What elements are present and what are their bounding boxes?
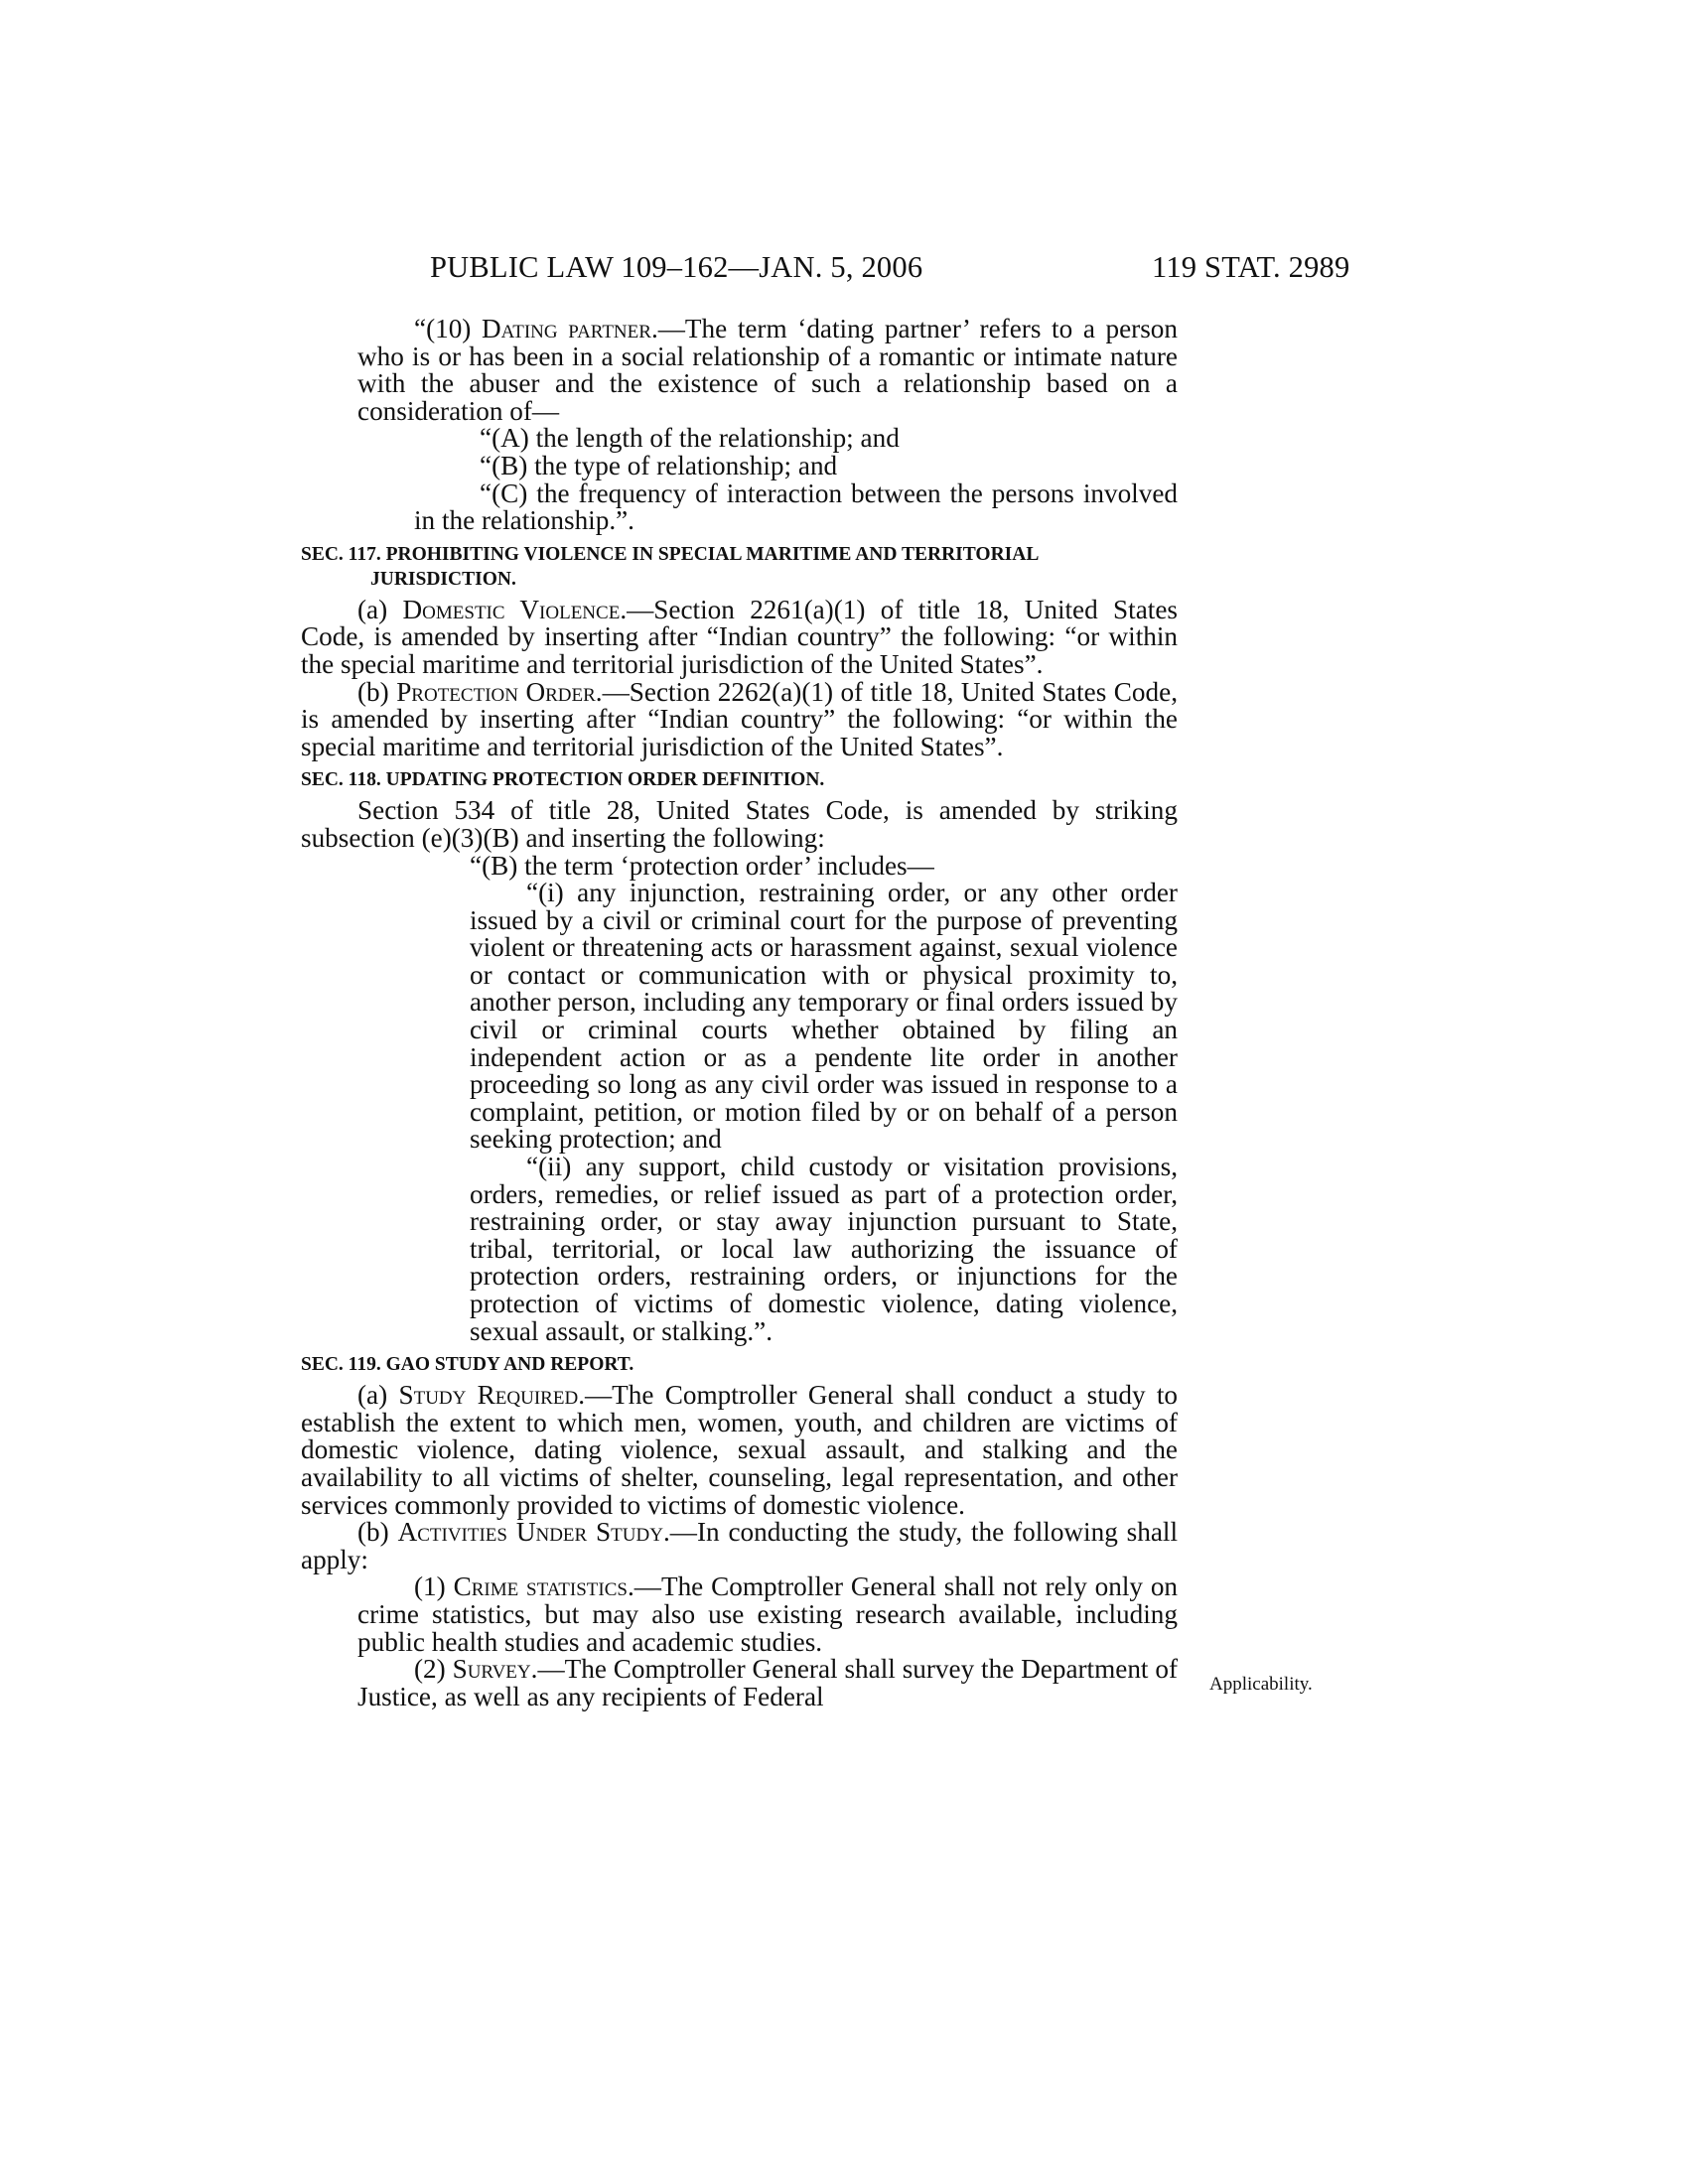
subsection-117-b — [301, 676, 1178, 761]
section-118-intro: Section 534 of title 28, United States Code, is amended by striking subsection (e)(3)(B) and inserting the following: — [301, 795, 1178, 853]
subparagraph-a: “(A) the length of the relationship; and — [480, 423, 900, 454]
subsection-heading: Study Required — [398, 1380, 579, 1411]
paragraph-119-b-1 — [301, 1573, 1178, 1656]
running-header-title: PUBLIC LAW 109–162—JAN. 5, 2006 — [430, 250, 923, 284]
section-heading-119: SEC. 119. GAO STUDY AND REPORT. — [301, 1354, 634, 1376]
subsection-number: (b) — [357, 676, 397, 707]
document-body — [301, 316, 1178, 1710]
subsection-text: .—The Comptroller General shall conduct a study to establish the extent to which men, women, youth, and children are victims of domestic violence, dating violence, sexual assault, and stalking and the availability to all victims of shelter, counseling, legal representation, and other services commonly provided to victims of domestic violence. — [301, 1380, 1178, 1520]
subsection-text: .—Section 2262(a)(1) of title 18, United States Code, is amended by inserting after “Indian country” the following: “or within the special maritime and territorial jurisdiction of the United States”. — [301, 676, 1178, 761]
quoted-clause-ii: “(ii) any support, child custody or visitation provisions, orders, remedies, or relief issued as part of a protection order, restraining order, or stay away injunction pursuant to State, tribal, territorial, or local law authorizing the issuance of protection orders, restraining orders, or injunctions for the protection of victims of domestic violence, dating violence, sexual assault, or stalking.”. — [470, 1152, 1178, 1346]
subsection-number: (a) — [357, 1380, 399, 1411]
paragraph-number: (1) — [414, 1571, 454, 1602]
paragraph-dating-partner — [301, 316, 1178, 425]
subsection-number: (a) — [357, 594, 403, 624]
section-heading-118: SEC. 118. UPDATING PROTECTION ORDER DEFINITION. — [301, 769, 825, 791]
subsection-text: .—Section 2261(a)(1) of title 18, United States Code, is amended by inserting after “Indian country” the following: “or within the special maritime and territorial jurisdiction of the United States”. — [301, 594, 1178, 679]
paragraph-text: .—The Comptroller General shall not rely only on crime statistics, but may also use existing research available, including public health studies and academic studies. — [357, 1571, 1179, 1657]
paragraph-heading: Survey — [452, 1654, 531, 1685]
subsection-heading: Protection Order — [396, 676, 596, 707]
subsection-117-a — [301, 594, 1178, 679]
paragraph-text: .—The term ‘dating partner’ refers to a person who is or has been in a social relationship of a romantic or intimate nature with the abuser and the existence of such a relationship based on a consideration of— — [357, 314, 1178, 426]
subparagraph-b: “(B) the type of relationship; and — [480, 450, 838, 480]
subparagraph-c: “(C) the frequency of interaction between the persons involved in the relationship.”. — [414, 478, 1178, 536]
subsection-119-a — [301, 1382, 1178, 1519]
quoted-clause-i: “(i) any injunction, restraining order, or any other order issued by a civil or criminal court for the purpose of preventing violent or threatening acts or harassment against, sexual violence or contact or communication with or physical proximity to, another person, including any temporary or final orders issued by civil or criminal courts whether obtained by filing an independent action or as a pendente lite order in another proceeding so long as any civil order was issued in response to a complaint, petition, or motion filed by or on behalf of a person seeking protection; and — [470, 878, 1178, 1155]
paragraph-text: .—The Comptroller General shall survey the Department of Justice, as well as any recipients of Federal — [357, 1654, 1179, 1711]
paragraph-119-b-2 — [301, 1656, 1178, 1710]
paragraph-heading: Dating partner — [482, 314, 651, 343]
quoted-subparagraph-b: “(B) the term ‘protection order’ includes— — [470, 850, 934, 881]
margin-note: Applicability. — [1209, 1674, 1313, 1695]
subsection-number: (b) — [357, 1517, 398, 1548]
subsection-119-b — [301, 1519, 1178, 1573]
subsection-heading: Activities Under Study — [397, 1517, 663, 1548]
subsection-heading: Domestic Violence — [402, 594, 621, 624]
paragraph-heading: Crime statistics — [453, 1571, 628, 1602]
section-heading-117: SEC. 117. PROHIBITING VIOLENCE IN SPECIAL MARITIME AND TERRITORIAL JURISDICTION. — [301, 543, 1039, 590]
paragraph-number: “(10) — [414, 314, 482, 343]
paragraph-number: (2) — [414, 1654, 453, 1685]
running-header-page-number: 119 STAT. 2989 — [1152, 250, 1350, 284]
subsection-text: .—In conducting the study, the following shall apply: — [301, 1517, 1179, 1574]
